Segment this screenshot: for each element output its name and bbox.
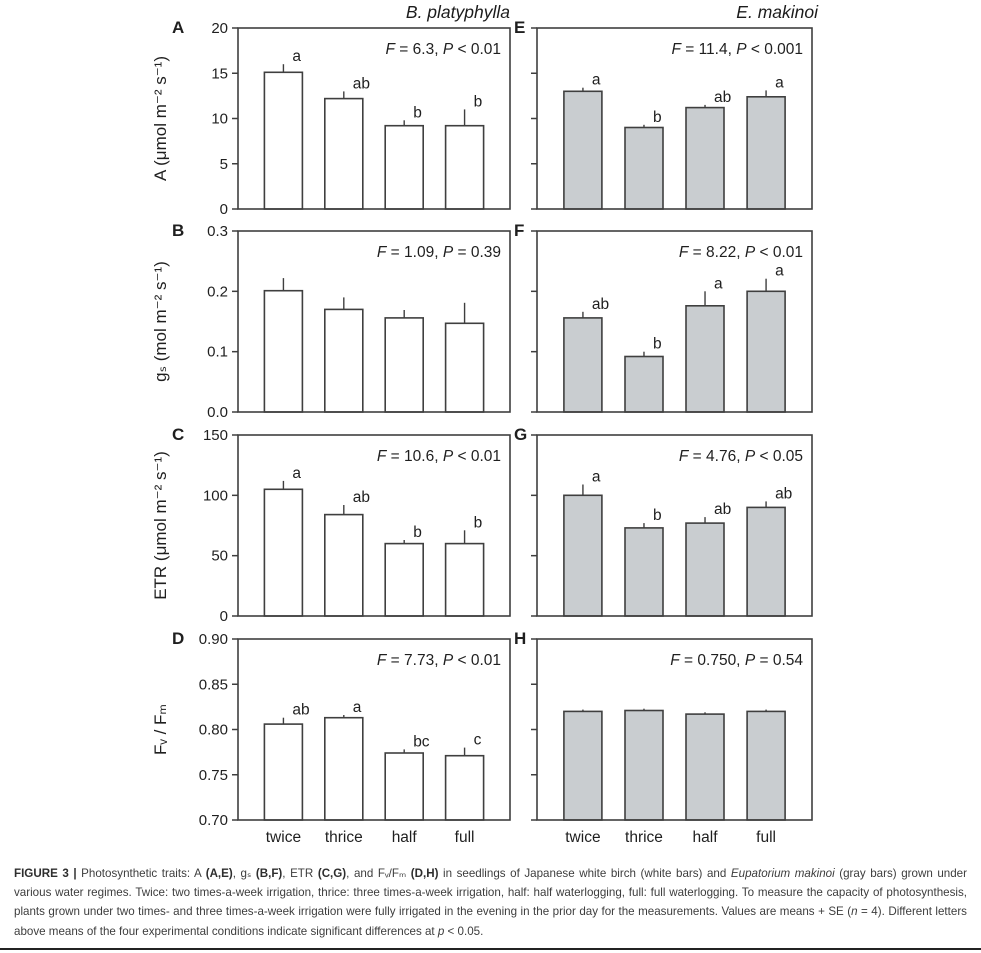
significance-letter: a bbox=[591, 71, 601, 89]
y-tick-label: 0 bbox=[219, 608, 228, 625]
bar bbox=[264, 724, 302, 820]
caption-segment: , ETR bbox=[282, 867, 318, 880]
stats-annotation: F = 8.22, P < 0.01 bbox=[678, 244, 803, 261]
stats-annotation: F = 1.09, P = 0.39 bbox=[376, 244, 501, 261]
significance-letter: b bbox=[413, 104, 422, 122]
y-tick-label: 0.90 bbox=[198, 631, 228, 648]
caption-segment: FIGURE 3 | bbox=[14, 867, 82, 880]
bar bbox=[625, 711, 663, 821]
caption-segment: Eupatorium makinoi bbox=[730, 867, 835, 880]
significance-letter: a bbox=[292, 48, 302, 66]
bar bbox=[325, 515, 363, 616]
significance-letter: b bbox=[473, 93, 483, 111]
bar bbox=[325, 309, 363, 412]
panel-letter: G bbox=[514, 425, 528, 444]
panel-letter: H bbox=[514, 629, 527, 648]
significance-letter: ab bbox=[352, 75, 371, 93]
stats-annotation: F = 7.73, P < 0.01 bbox=[376, 652, 501, 669]
panel-G bbox=[510, 409, 832, 622]
x-tick-label: full bbox=[454, 829, 475, 846]
significance-letter: bc bbox=[413, 733, 430, 751]
bar bbox=[686, 306, 724, 412]
bar bbox=[564, 318, 602, 412]
bar bbox=[446, 323, 484, 412]
x-tick-label: full bbox=[756, 829, 776, 846]
panel-H bbox=[510, 613, 832, 854]
panel-letter: A bbox=[172, 18, 185, 37]
y-axis-label: ETR (μmol m⁻² s⁻¹) bbox=[151, 451, 170, 600]
bar bbox=[446, 756, 484, 820]
bar bbox=[747, 711, 785, 820]
caption-segment: , and Fᵥ/Fₘ bbox=[346, 867, 411, 880]
caption-segment: = 4). Different letters above means of the four experimental conditions indicate significant differences at bbox=[14, 905, 967, 938]
bar bbox=[446, 544, 484, 616]
caption-segment: < 0.05. bbox=[444, 924, 484, 938]
bar bbox=[264, 291, 302, 412]
bar bbox=[264, 72, 302, 209]
panel-letter: B bbox=[172, 221, 185, 240]
significance-letter: a bbox=[591, 468, 601, 486]
y-tick-label: 0.1 bbox=[207, 343, 228, 361]
significance-letter: a bbox=[714, 275, 723, 293]
significance-letter: a bbox=[352, 699, 362, 716]
panel-letter: F bbox=[514, 221, 525, 240]
panel-A bbox=[130, 2, 522, 218]
panel-letter: D bbox=[172, 629, 185, 648]
x-tick-label: thrice bbox=[625, 829, 663, 846]
column-title-right-species: E. makinoi bbox=[736, 2, 818, 22]
panel-letter: E bbox=[514, 18, 526, 37]
bar bbox=[385, 318, 423, 412]
caption-segment: (B,F) bbox=[255, 867, 283, 880]
y-tick-label: 0.80 bbox=[198, 721, 228, 739]
panel-B bbox=[130, 205, 525, 421]
y-tick-label: 150 bbox=[202, 427, 228, 444]
significance-letter: ab bbox=[591, 295, 610, 313]
significance-letter: b bbox=[413, 524, 422, 541]
bar bbox=[747, 97, 785, 209]
y-axis-label: Fᵥ / Fₘ bbox=[151, 704, 170, 755]
x-tick-label: thrice bbox=[324, 829, 363, 846]
significance-letter: ab bbox=[292, 701, 310, 719]
y-tick-label: 15 bbox=[211, 65, 228, 83]
y-tick-label: 0.85 bbox=[198, 676, 228, 694]
panel-E bbox=[510, 2, 832, 215]
y-tick-label: 100 bbox=[202, 487, 228, 505]
caption-segment: (A,E) bbox=[205, 867, 233, 880]
y-tick-label: 0.70 bbox=[198, 812, 228, 829]
significance-letter: ab bbox=[775, 485, 793, 503]
panel-C bbox=[130, 409, 522, 625]
significance-letter: ab bbox=[352, 489, 371, 506]
y-tick-label: 0.2 bbox=[207, 283, 228, 301]
column-title-left-species: B. platyphylla bbox=[405, 2, 510, 22]
bar bbox=[625, 357, 663, 413]
bar bbox=[686, 523, 724, 616]
y-tick-label: 20 bbox=[211, 20, 228, 37]
stats-annotation: F = 0.750, P = 0.54 bbox=[670, 652, 803, 669]
y-tick-label: 0.75 bbox=[198, 766, 228, 784]
bar bbox=[686, 714, 724, 820]
caption-segment: p bbox=[437, 924, 445, 938]
bar bbox=[385, 126, 423, 209]
x-tick-label: half bbox=[391, 829, 417, 846]
bar bbox=[564, 91, 602, 209]
y-tick-label: 10 bbox=[211, 110, 228, 128]
bar bbox=[564, 495, 602, 616]
panel-F bbox=[510, 205, 832, 418]
bar bbox=[385, 544, 423, 616]
stats-annotation: F = 6.3, P < 0.01 bbox=[385, 41, 501, 58]
caption-segment: (C,G) bbox=[317, 867, 347, 880]
y-axis-label: A (μmol m⁻² s⁻¹) bbox=[151, 55, 170, 182]
y-axis-label: gₛ (mol m⁻² s⁻¹) bbox=[151, 261, 170, 382]
significance-letter: a bbox=[292, 464, 302, 482]
bar bbox=[385, 753, 423, 820]
y-tick-label: 0.3 bbox=[207, 223, 228, 240]
x-tick-label: half bbox=[692, 829, 718, 846]
significance-letter: b bbox=[473, 514, 483, 532]
y-tick-label: 5 bbox=[219, 155, 228, 173]
caption-segment: (D,H) bbox=[410, 867, 439, 880]
bar bbox=[446, 126, 484, 209]
stats-annotation: F = 10.6, P < 0.01 bbox=[376, 448, 501, 465]
significance-letter: c bbox=[473, 731, 482, 749]
caption-segment: , gₛ bbox=[232, 867, 256, 880]
significance-letter: ab bbox=[714, 501, 732, 519]
stats-annotation: F = 4.76, P < 0.05 bbox=[678, 448, 803, 465]
caption-segment: n bbox=[851, 905, 858, 919]
x-tick-label: twice bbox=[565, 829, 601, 846]
y-tick-label: 0 bbox=[219, 201, 228, 218]
significance-letter: a bbox=[775, 74, 784, 92]
bar bbox=[686, 108, 724, 209]
x-tick-label: twice bbox=[265, 829, 302, 846]
bar bbox=[625, 528, 663, 616]
significance-letter: a bbox=[775, 262, 784, 280]
bar bbox=[325, 718, 363, 820]
significance-letter: ab bbox=[714, 88, 732, 106]
panel-letter: C bbox=[172, 425, 185, 444]
figure-caption bbox=[14, 864, 967, 941]
caption-segment: (gray bars) grown under various water regimes. Twice: two times-a-week irrigation, thrice: three times-a-week irrigation, half: half waterlogging, full: full waterlogging. To measure the capacity of photosynthesis, plants grown under two times- and three times-a-week irrigation were fully irrigated in the evening in the prior day for the measurements. Values are means + SE ( bbox=[14, 867, 967, 919]
stats-annotation: F = 11.4, P < 0.001 bbox=[671, 41, 803, 58]
panel-D bbox=[130, 613, 522, 854]
y-tick-label: 0.0 bbox=[207, 404, 228, 421]
bar bbox=[625, 128, 663, 210]
bar bbox=[564, 711, 602, 820]
significance-letter: b bbox=[652, 507, 662, 525]
bar bbox=[747, 291, 785, 412]
caption-segment: Photosynthetic traits: A bbox=[81, 867, 206, 880]
bar bbox=[264, 489, 302, 616]
y-tick-label: 50 bbox=[211, 547, 228, 565]
caption-segment: in seedlings of Japanese white birch (white bars) and bbox=[438, 867, 731, 880]
bar bbox=[747, 507, 785, 616]
bottom-divider-rule bbox=[0, 948, 981, 950]
significance-letter: b bbox=[652, 335, 662, 353]
bar bbox=[325, 99, 363, 209]
significance-letter: b bbox=[652, 108, 662, 126]
